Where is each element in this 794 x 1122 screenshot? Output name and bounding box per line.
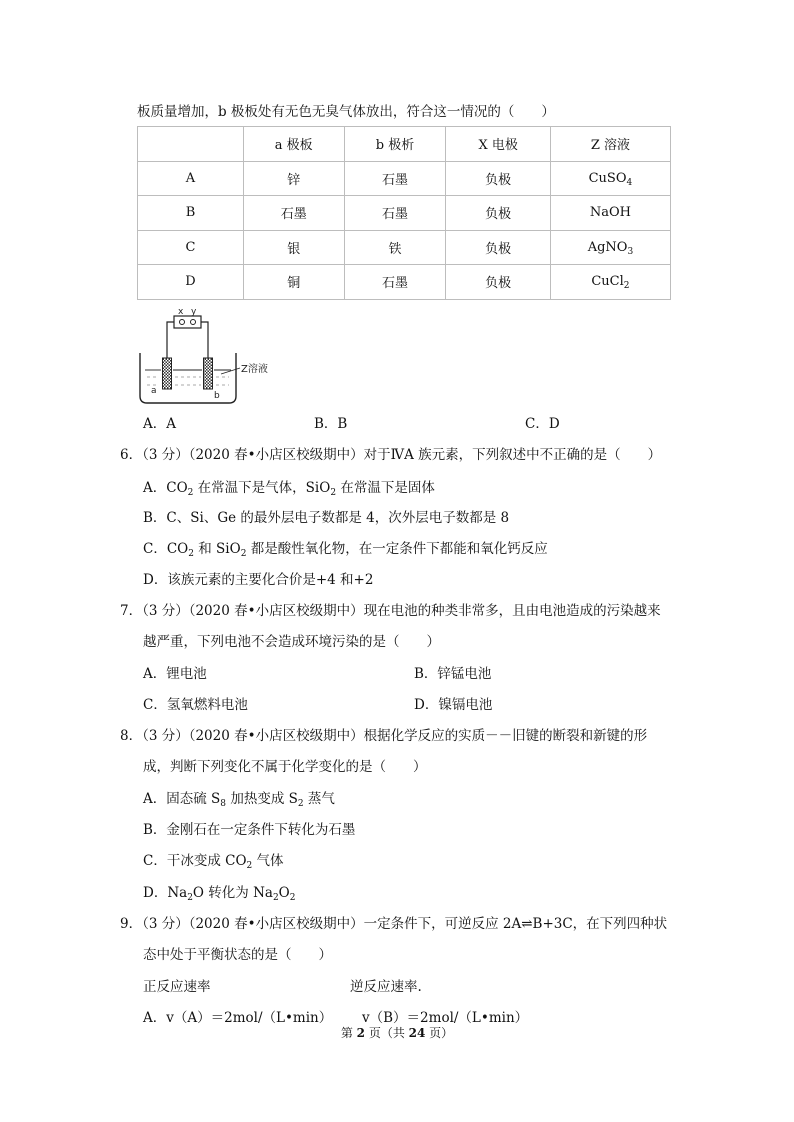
q6-option-a: A．$CO_2$ 在常温下是气体，SiO$_2$ 在常温下是固体: [143, 480, 435, 498]
table-header-cell: b 极析: [344, 127, 446, 162]
cell-z-solution: CuCl$_2$: [550, 265, 670, 300]
cell-x-electrode: 负极: [446, 196, 550, 231]
table-row: [138, 196, 671, 231]
page-total: 24: [408, 1026, 426, 1040]
cell-a-plate: 锌: [244, 161, 345, 196]
q8-option-a: A．固态硫 $S_8$ 加热变成 $S_2$ 蒸气: [143, 791, 335, 809]
cell-z-solution: AgNO$_3$: [550, 230, 670, 265]
q8-option-d: D．$Na_2O$ 转化为 $Na_2O_2$: [143, 885, 296, 903]
page-number: 2: [356, 1026, 365, 1040]
table-header-cell: [138, 127, 244, 162]
wire-left: [167, 322, 174, 358]
q8-option-b: B．金刚石在一定条件下转化为石墨: [143, 822, 356, 838]
cell-x-electrode: 负极: [446, 230, 550, 265]
electrode-a: [163, 358, 172, 389]
table-row: [138, 230, 671, 265]
table-row: [138, 265, 671, 300]
q7-option-a: A．锂电池: [143, 666, 207, 682]
q8-option-c: C．干冰变成 $CO_2$ 气体: [143, 853, 284, 871]
q8-stem-line1: 8．（3 分）（2020 春•小店区校级期中）根据化学反应的实质－－旧键的断裂和新键的形: [120, 728, 648, 744]
terminal-y: [191, 320, 196, 325]
label-a: a: [151, 386, 157, 396]
label-b: b: [214, 391, 220, 401]
table-header-cell: a 极板: [244, 127, 345, 162]
cell-b-plate: 石墨: [344, 161, 446, 196]
q6-option-b: B．C、Si、Ge 的最外层电子数都是 4，次外层电子数都是 8: [143, 510, 510, 526]
table-header-row: [138, 127, 671, 162]
q9-option-a-forward: A．v（A）＝2mol/（L•min）: [143, 1010, 333, 1026]
q5-option-a: A．A: [143, 416, 176, 432]
intro-line: 板质量增加，b 极板处有无色无臭气体放出，符合这一情况的（ ）: [137, 104, 555, 120]
q9-stem-line1: 9．（3 分）（2020 春•小店区校级期中）一定条件下，可逆反应 2A⇌B+3C，在下列四种状: [120, 916, 668, 932]
cell-b-plate: 石墨: [344, 196, 446, 231]
cell-b-plate: 石墨: [344, 265, 446, 300]
q9-stem-line2: 态中处于平衡状态的是（ ）: [143, 947, 332, 963]
options-table: [137, 126, 671, 300]
label-y: y: [191, 307, 197, 317]
terminal-x: [180, 320, 185, 325]
table-header-cell: X 电极: [446, 127, 550, 162]
page-footer: 第 2 页（共 24 页）: [340, 1026, 454, 1040]
q8-stem-line2: 成，判断下列变化不属于化学变化的是（ ）: [143, 759, 427, 775]
q6-option-d: D．该族元素的主要化合价是+4 和+2: [143, 572, 374, 588]
cell-a-plate: 银: [244, 230, 345, 265]
row-label: D: [138, 265, 244, 300]
power-source-box: [174, 316, 201, 328]
electrolysis-apparatus-diagram: [137, 306, 287, 408]
row-label: C: [138, 230, 244, 265]
q7-option-d: D．镍镉电池: [414, 697, 493, 713]
wire-right: [201, 322, 208, 358]
label-z-solution: Z溶液: [241, 364, 268, 375]
table-row: [138, 161, 671, 196]
cell-a-plate: 铜: [244, 265, 345, 300]
cell-x-electrode: 负极: [446, 161, 550, 196]
cell-z-solution: CuSO$_4$: [550, 161, 670, 196]
q6-option-c: C．$CO_2$ 和 SiO$_2$ 都是酸性氧化物，在一定条件下都能和氧化钙反应: [143, 541, 548, 559]
cell-x-electrode: 负极: [446, 265, 550, 300]
electrode-b: [204, 358, 213, 389]
q5-option-b: B．B: [314, 416, 348, 432]
q9-col-reverse: 逆反应速率.: [350, 979, 422, 995]
label-x: x: [178, 307, 184, 317]
q7-stem-line2: 越严重，下列电池不会造成环境污染的是（ ）: [143, 634, 440, 650]
row-label: A: [138, 161, 244, 196]
q5-option-c: C．D: [525, 416, 560, 432]
q6-stem: 6．（3 分）（2020 春•小店区校级期中）对于ⅣA 族元素，下列叙述中不正确的是（ ）: [120, 447, 662, 463]
z-leader-line: [221, 368, 240, 374]
cell-b-plate: 铁: [344, 230, 446, 265]
row-label: B: [138, 196, 244, 231]
q7-stem-line1: 7．（3 分）（2020 春•小店区校级期中）现在电池的种类非常多，且由电池造成的污染越来: [120, 603, 661, 619]
cell-a-plate: 石墨: [244, 196, 345, 231]
q9-option-a-reverse: v（B）＝2mol/（L•min）: [362, 1010, 529, 1026]
table-header-cell: Z 溶液: [550, 127, 670, 162]
q7-option-b: B．锌锰电池: [414, 666, 492, 682]
q7-option-c: C．氢氧燃料电池: [143, 697, 248, 713]
cell-z-solution: NaOH: [550, 196, 670, 231]
q9-col-forward: 正反应速率: [143, 979, 211, 995]
